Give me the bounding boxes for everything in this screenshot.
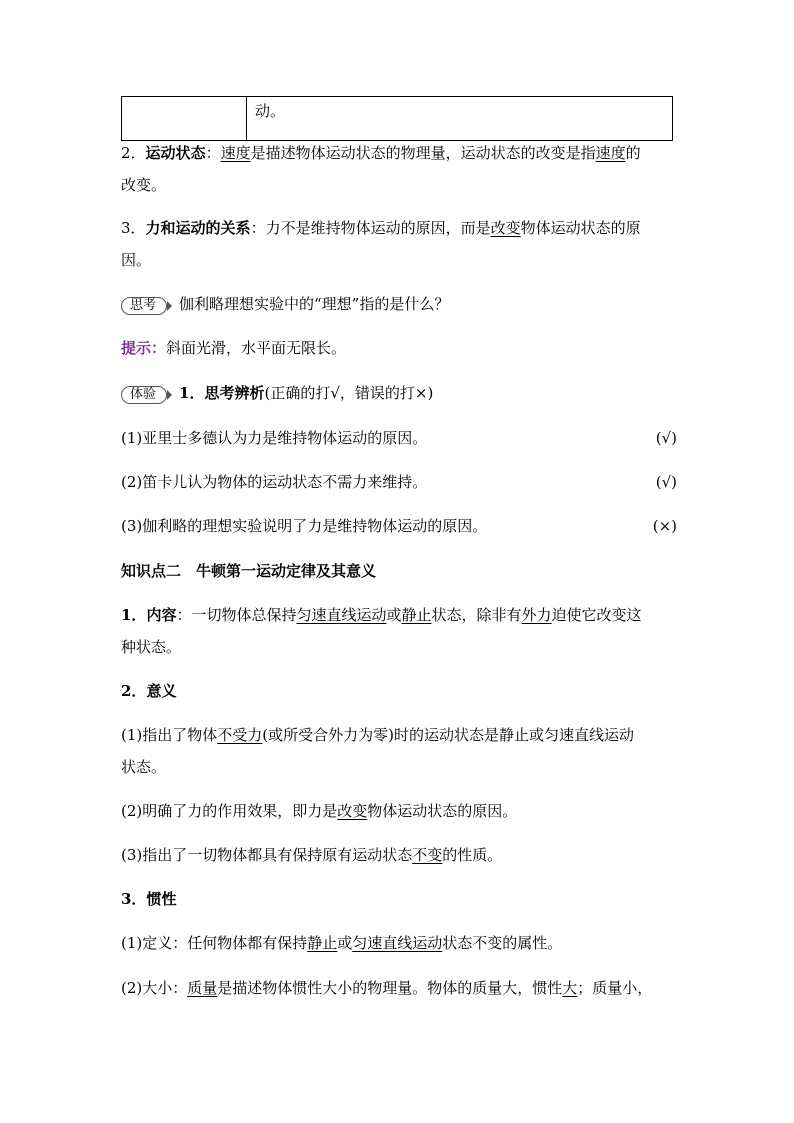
text-run: ；质量小， [577, 979, 653, 997]
judge-mark: (√) [655, 429, 677, 447]
term-label: 内容 [146, 606, 177, 624]
text-run: (1)定义：任何物体都有保持 [121, 934, 308, 952]
subsection-inertia [121, 889, 176, 909]
text-run: 的性质。 [442, 846, 503, 864]
judge-item: (2)笛卡儿认为物体的运动状态不需力来维持。 [121, 473, 428, 491]
hint-label: 提示： [121, 339, 167, 357]
term-label: 惯性 [146, 890, 177, 908]
text-run: 或 [337, 934, 353, 952]
text-run: 是描述物体惯性大小的物理量。物体的质量大，惯性 [217, 979, 563, 997]
judge-mark: (×) [652, 517, 677, 535]
paragraph-continuation: 状态。 [121, 758, 167, 776]
meaning-item-3 [121, 845, 502, 865]
meaning-item-1 [121, 725, 634, 745]
item-number: 2． [121, 144, 146, 162]
text-run: 是描述物体运动状态的物理量，运动状态的改变是指 [250, 144, 596, 162]
experience-title [121, 383, 433, 404]
blank-answer: 速度 [220, 144, 251, 162]
paragraph-content [121, 605, 642, 625]
meaning-item-2 [121, 801, 517, 821]
item-number: 3． [121, 219, 146, 237]
exercise-title: 思考辨析 [204, 384, 265, 402]
paragraph-continuation: 种状态。 [121, 638, 182, 656]
blank-answer: 不变 [412, 846, 443, 864]
blank-answer: 匀速直线运动 [352, 934, 443, 952]
item-number: 3． [121, 890, 147, 908]
judge-mark: (√) [655, 473, 677, 491]
experience-tag: 体验 [121, 386, 167, 404]
judge-item: (3)伽利略的理想实验说明了力是维持物体运动的原因。 [121, 517, 488, 535]
exercise-note: (正确的打√，错误的打×) [264, 384, 434, 402]
subsection-meaning [121, 681, 176, 701]
blank-answer: 静止 [307, 934, 338, 952]
think-hint [121, 338, 346, 358]
text-run: 的 [625, 144, 641, 162]
think-question [121, 294, 449, 315]
section-heading: 知识点二 牛顿第一运动定律及其意义 [121, 562, 377, 580]
blank-answer: 外力 [521, 606, 552, 624]
text-run: ：一切物体总保持 [176, 606, 297, 624]
paragraph-force-motion [121, 218, 641, 238]
blank-answer: 速度 [595, 144, 626, 162]
paragraph-motion-state [121, 143, 641, 163]
text-run: (2)明确了力的作用效果，即力是 [121, 802, 338, 820]
inertia-magnitude [121, 978, 652, 998]
item-number: 2． [121, 682, 147, 700]
term-label: 运动状态 [145, 144, 206, 162]
blank-answer: 静止 [401, 606, 432, 624]
item-number: 1． [179, 384, 205, 402]
blank-answer: 大 [562, 979, 578, 997]
term-label: 力和运动的关系 [145, 219, 251, 237]
hint-text: 斜面光滑，水平面无限长。 [166, 339, 347, 357]
blank-answer: 改变 [490, 219, 521, 237]
blank-answer: 改变 [337, 802, 368, 820]
table-column-divider [246, 97, 247, 140]
judge-item: (1)亚里士多德认为力是维持物体运动的原因。 [121, 429, 428, 447]
text-run: ：力不是维持物体运动的原因，而是 [250, 219, 491, 237]
paragraph-continuation: 改变。 [121, 176, 167, 194]
table-fragment [121, 96, 673, 141]
item-number: 1． [121, 606, 147, 624]
text-run: 或 [386, 606, 402, 624]
question-text: 伽利略理想实验中的“理想”指的是什么？ [179, 295, 450, 313]
text-run: 物体运动状态的原 [520, 219, 641, 237]
table-cell-text: 动。 [255, 102, 286, 120]
text-run: (或所受合外力为零)时的运动状态是静止或匀速直线运动 [262, 726, 634, 744]
text-run: 迫使它改变这 [551, 606, 642, 624]
text-run: 状态，除非有 [431, 606, 522, 624]
blank-answer: 不受力 [217, 726, 263, 744]
text-run: (1)指出了物体 [121, 726, 218, 744]
text-run: 状态不变的属性。 [442, 934, 563, 952]
text-run: (2)大小： [121, 979, 188, 997]
term-label: 意义 [146, 682, 177, 700]
text-run: (3)指出了一切物体都具有保持原有运动状态 [121, 846, 413, 864]
separator: ： [205, 144, 221, 162]
paragraph-continuation: 因。 [121, 251, 152, 269]
blank-answer: 质量 [187, 979, 218, 997]
text-run: 物体运动状态的原因。 [367, 802, 518, 820]
inertia-definition [121, 933, 562, 953]
blank-answer: 匀速直线运动 [296, 606, 387, 624]
think-tag: 思考 [121, 297, 167, 315]
